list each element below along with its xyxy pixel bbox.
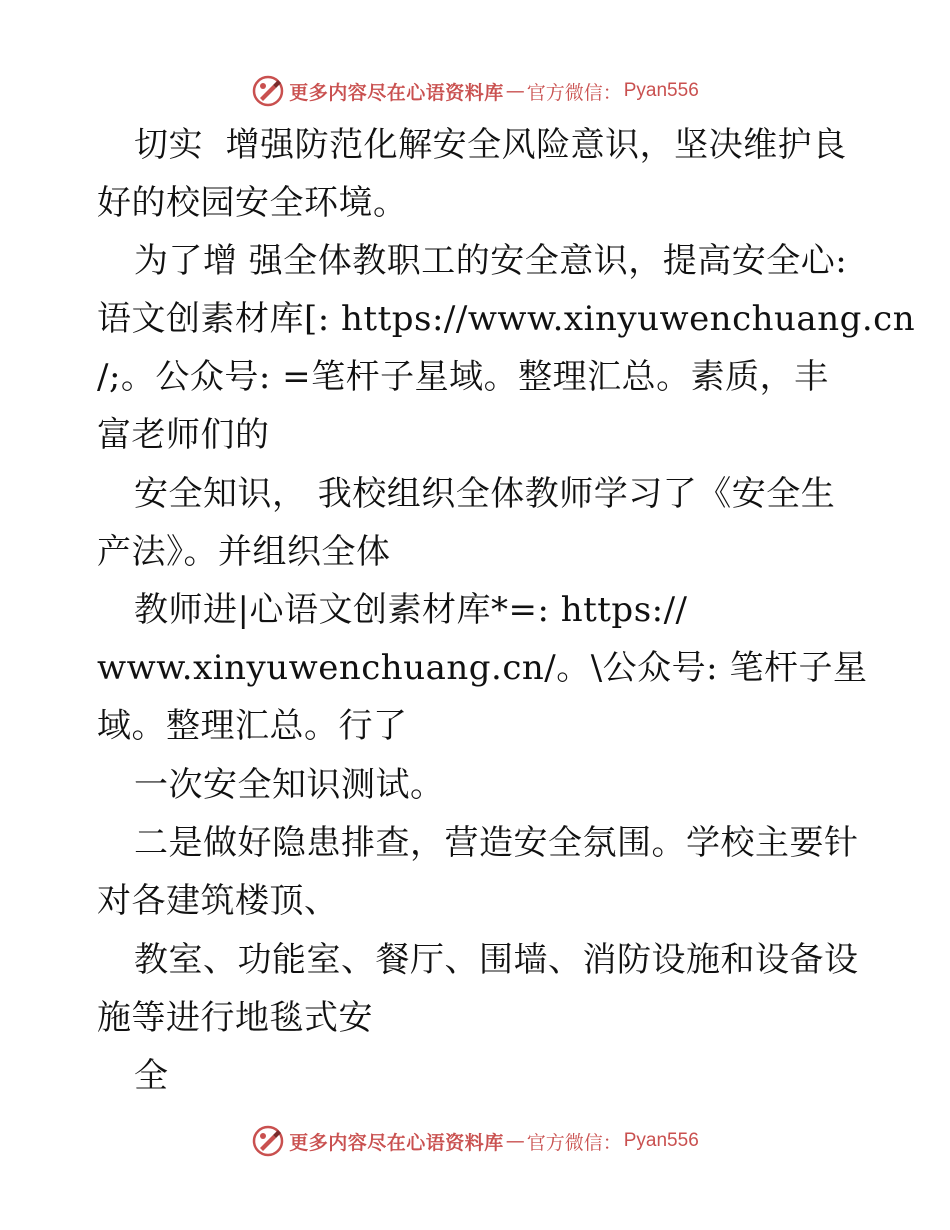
body-line: 域。整理汇总。行了: [97, 706, 408, 746]
header-watermark: [0, 71, 950, 111]
body-line: 一次安全知识测试。: [134, 765, 445, 805]
body-line: 二是做好隐患排查，营造安全氛围。学校主要针: [134, 823, 859, 863]
body-line: 切实 增强防范化解安全风险意识，坚决维护良: [134, 125, 847, 165]
brand-logo-icon: [251, 74, 285, 108]
brand-logo-icon: [251, 1124, 285, 1158]
footer-separator: —: [505, 1130, 525, 1152]
body-line: 产法》。并组织全体: [97, 532, 391, 572]
header-wechat-id: Pyan556: [623, 80, 699, 101]
footer-wechat-id: Pyan556: [623, 1130, 699, 1151]
footer-watermark-text: 更多内容尽在心语资料库: [289, 1131, 504, 1154]
body-line: 富老师们的: [97, 415, 270, 455]
body-line: 好的校园安全环境。: [97, 183, 408, 223]
body-line: 全: [134, 1056, 169, 1096]
header-watermark-text: 更多内容尽在心语资料库: [289, 81, 504, 104]
body-line: 施等进行地毯式安: [97, 998, 373, 1038]
body-line: 为了增 强全体教职工的安全意识，提高安全心:: [134, 241, 848, 281]
header-separator: —: [505, 80, 525, 102]
body-line: 教师进|心语文创素材库*=: https://: [134, 590, 688, 630]
body-line: 安全知识， 我校组织全体教师学习了《安全生: [134, 474, 836, 514]
body-line: /;。公众号: =笔杆子星域。整理汇总。素质，丰: [97, 357, 829, 397]
header-wechat-label: 官方微信：: [526, 81, 622, 104]
body-line: 对各建筑楼顶、: [97, 881, 339, 921]
footer-wechat-label: 官方微信：: [526, 1131, 622, 1154]
body-line: 语文创素材库[: https://www.xinyuwenchuang.cn: [97, 299, 916, 339]
footer-watermark: [0, 1121, 950, 1161]
body-line: www.xinyuwenchuang.cn/。\公众号: 笔杆子星: [97, 648, 868, 688]
body-line: 教室、功能室、餐厅、围墙、消防设施和设备设: [134, 940, 859, 980]
